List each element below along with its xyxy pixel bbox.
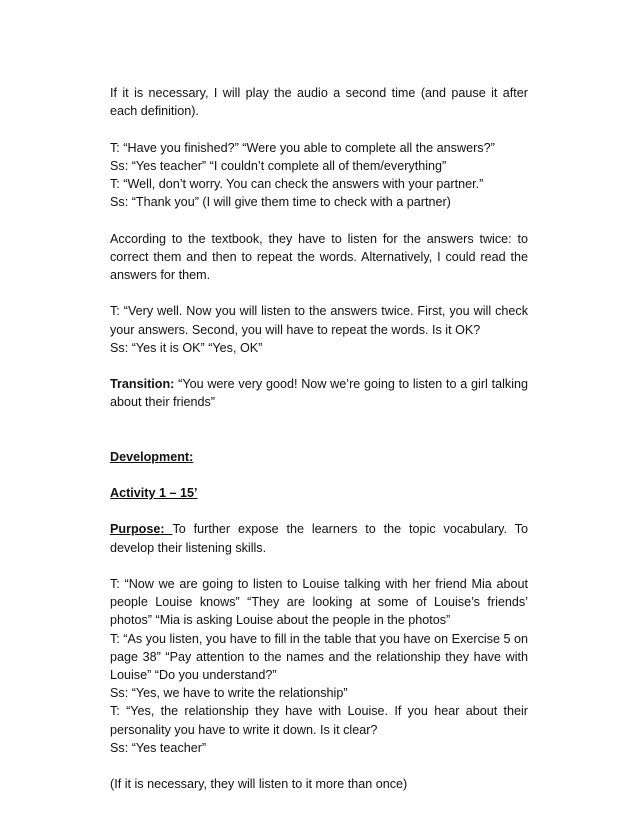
dialog-line: T: “Yes, the relationship they have with Louise. If you hear about their personality you have to write it down. Is it clear? [110,704,528,737]
dialog-line: T: “Well, don’t worry. You can check the answers with your partner.” [110,177,484,191]
dialog-line: T: “Have you finished?” “Were you able to complete all the answers?” [110,140,495,155]
dialog-line: Ss: “Yes it is OK” “Yes, OK” [110,340,263,355]
dialog-block-2 [110,302,528,357]
purpose-label: Purpose: [110,522,173,537]
transition-label: Transition: [110,377,175,392]
dialog-line: T: “As you listen, you have to fill in the table that you have on Exercise 5 on page 38” “Pay attention to the names and the relationship they have with Louise” “Do you understand?” [110,631,528,682]
dialog-line: Ss: “Thank you” (I will give them time to check with a partner) [110,195,451,210]
document-body [110,84,528,793]
textbook-note-paragraph: According to the textbook, they have to listen for the answers twice: to correct them and then to repeat the words. Alternatively, I could read the answers for them. [110,231,528,282]
transition-text: “You were very good! Now we’re going to listen to a girl talking about their friends” [110,377,528,410]
closing-note-paragraph: (If it is necessary, they will listen to it more than once) [110,777,408,792]
dialog-line: Ss: “Yes teacher” [110,740,207,755]
dialog-line: Ss: “Yes, we have to write the relationship” [110,686,348,701]
purpose-text: To further expose the learners to the topic vocabulary. To develop their listening skills. [110,522,528,555]
dialog-line: T: “Now we are going to listen to Louise talking with her friend Mia about people Louise knows” “They are looking at some of Louise’s friends’ photos” “Mia is asking Louise about the people in the photos” [110,576,528,628]
audio-note-paragraph: If it is necessary, I will play the audio a second time (and pause it after each definition). [110,86,528,119]
development-heading: Development: [110,449,194,464]
dialog-line: T: “Very well. Now you will listen to the answers twice. First, you will check your answers. Second, you will have to repeat the words. Is it OK? [110,304,528,337]
dialog-block-3 [110,575,528,757]
transition-paragraph [110,375,528,411]
purpose-paragraph [110,520,528,556]
dialog-block-1 [110,139,528,212]
activity-heading: Activity 1 – 15’ [110,485,198,500]
dialog-line: Ss: “Yes teacher” “I couldn’t complete all of them/everything” [110,158,447,173]
